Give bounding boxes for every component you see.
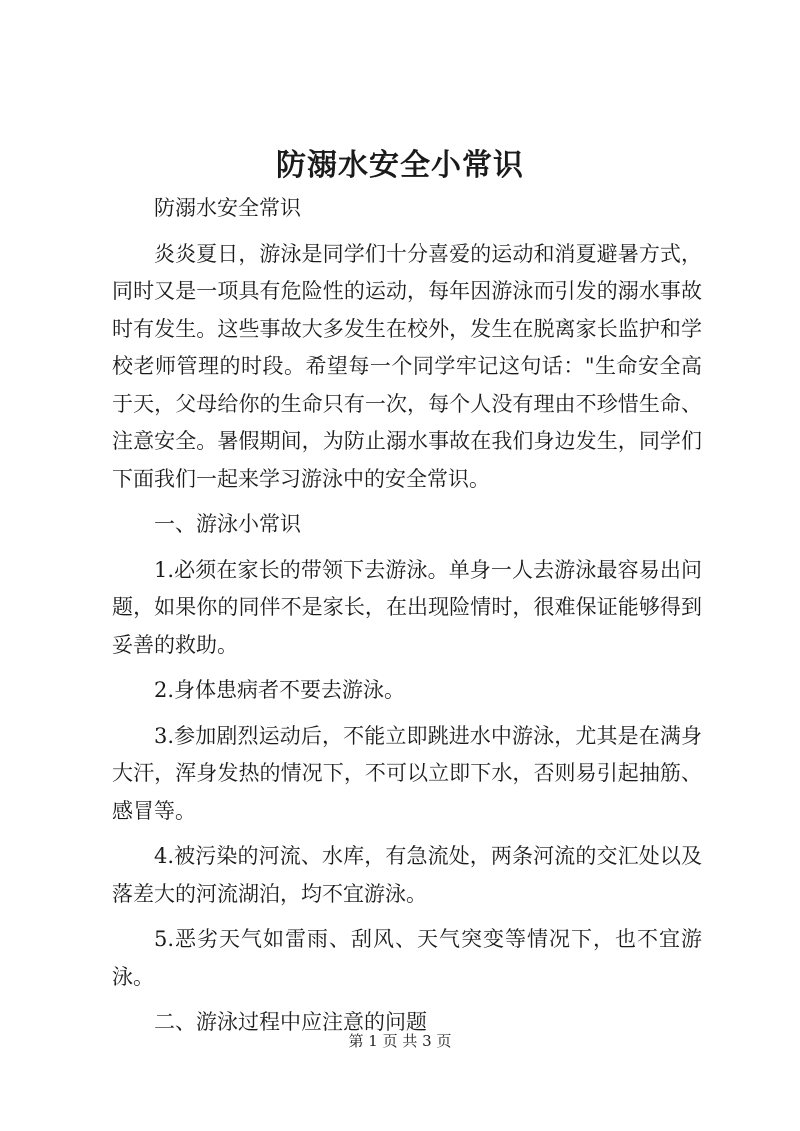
list-item-1: 1.必须在家长的带领下去游泳。单身一人去游泳最容易出问题，如果你的同伴不是家长，在出现险情时，很难保证能够得到妥善的救助。 [112, 557, 702, 657]
list-item-4: 4.被污染的河流、水库，有急流处，两条河流的交汇处以及落差大的河流湖泊，均不宜游泳。 [112, 844, 702, 906]
document-body [112, 190, 702, 1042]
paragraph-intro: 炎炎夏日，游泳是同学们十分喜爱的运动和消夏避暑方式，同时又是一项具有危险性的运动，每年因游泳而引发的溺水事故时有发生。这些事故大多发生在校外，发生在脱离家长监护和学校老师管理的时段。希望每一个同学牢记这句话："生命安全高于天，父母给你的生命只有一次，每个人没有理由不珍惜生命、注意安全。暑假期间，为防止溺水事故在我们身边发生，同学们下面我们一起来学习游泳中的安全常识。 [112, 241, 702, 491]
paragraph-subtitle: 防溺水安全常识 [154, 196, 301, 220]
section-heading-1: 一、游泳小常识 [154, 512, 301, 536]
list-item-3: 3.参加剧烈运动后，不能立即跳进水中游泳，尤其是在满身大汗，浑身发热的情况下，不可以立即下水，否则易引起抽筋、感冒等。 [112, 723, 702, 823]
list-item-2: 2.身体患病者不要去游泳。 [154, 678, 406, 702]
section-heading-2: 二、游泳过程中应注意的问题 [154, 1010, 427, 1034]
list-item-5: 5.恶劣天气如雷雨、刮风、天气突变等情况下，也不宜游泳。 [112, 927, 702, 989]
page-footer: 第 1 页 共 3 页 [348, 1032, 452, 1050]
document-title: 防溺水安全小常识 [276, 148, 524, 183]
